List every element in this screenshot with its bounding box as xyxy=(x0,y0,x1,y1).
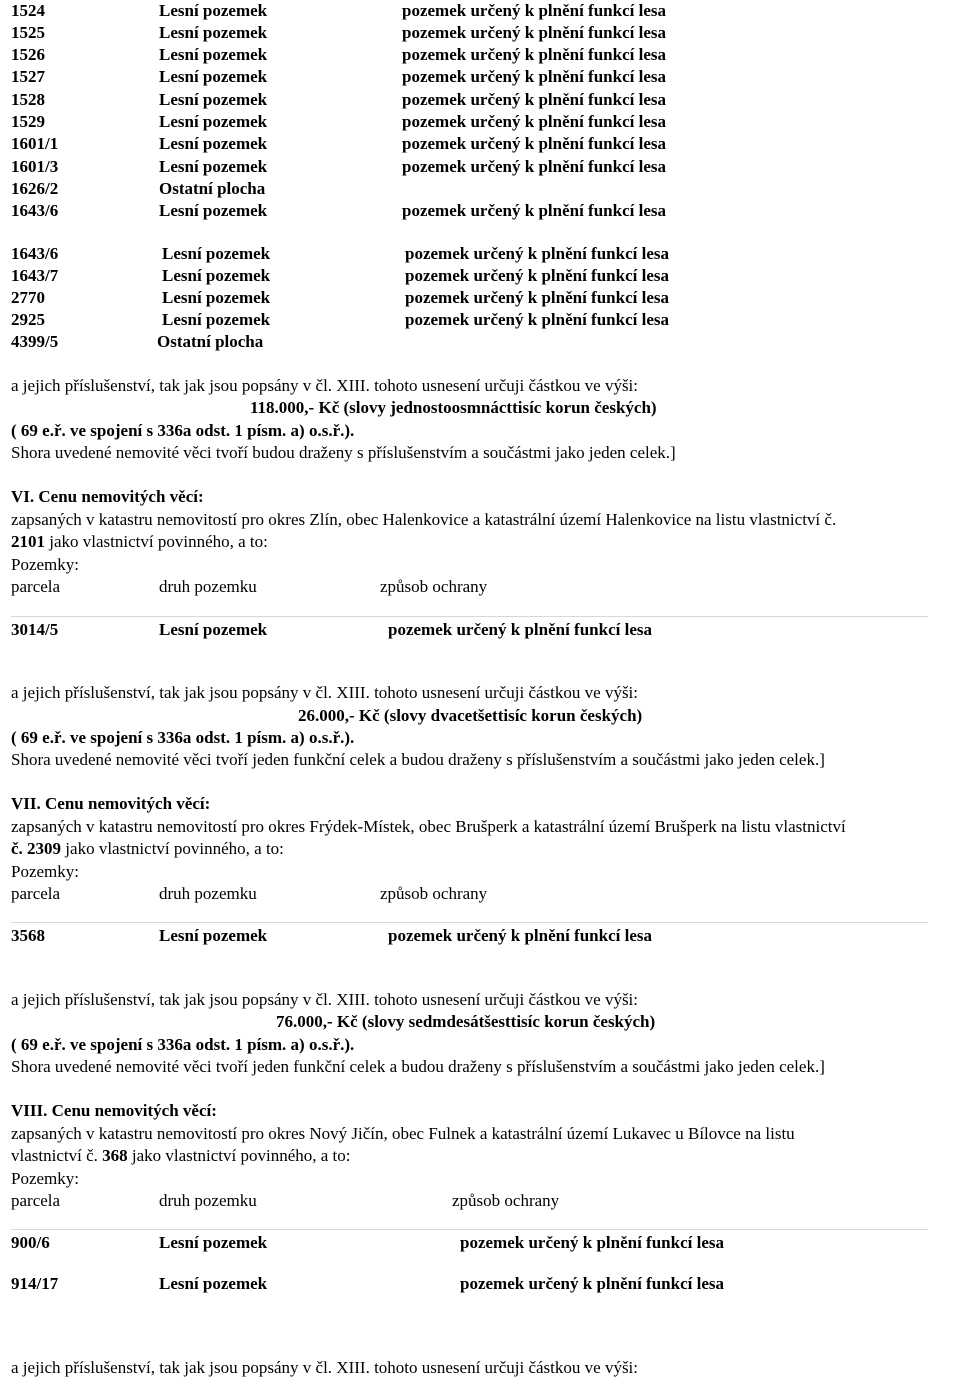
land-type: Lesní pozemek xyxy=(162,244,271,263)
parcel-number: 3568 xyxy=(11,926,45,945)
parcel-number: 1643/6 xyxy=(11,201,59,220)
table-row xyxy=(11,178,960,200)
parcel-number: 1626/2 xyxy=(11,179,59,198)
table-row xyxy=(11,89,960,111)
land-type: Lesní pozemek xyxy=(159,1,268,20)
section-heading-vi xyxy=(11,486,204,508)
price-amount: 118.000,- Kč (slovy jednostoosmnácttisíc korun českých) xyxy=(250,398,657,417)
parcel-number: 3014/5 xyxy=(11,620,59,639)
ownership-text: jako vlastnictví povinného, a to: xyxy=(65,839,284,858)
lot-note: Shora uvedené nemovité věci tvoří budou draženy s příslušenstvím a součástmi jako jeden celek.] xyxy=(11,443,676,462)
table-row xyxy=(11,1232,960,1254)
ownership-sheet-number: 2309 xyxy=(27,839,62,858)
protection-type: pozemek určený k plnění funkcí lesa xyxy=(402,67,666,86)
land-type: Lesní pozemek xyxy=(159,23,268,42)
table-row xyxy=(11,265,960,287)
legal-reference: ( 69 e.ř. ve spojení s 336a odst. 1 písm. a) o.s.ř.). xyxy=(11,421,355,440)
section-numeral: VI. xyxy=(11,487,35,506)
table-row xyxy=(11,22,960,44)
protection-type: pozemek určený k plnění funkcí lesa xyxy=(405,266,669,285)
lot-note: Shora uvedené nemovité věci tvoří jeden funkční celek a budou draženy s příslušenstvím a součástmi jako jeden celek.] xyxy=(11,1057,825,1076)
parcel-number: 2770 xyxy=(11,288,45,307)
section-numeral: VIII. xyxy=(11,1101,48,1120)
section-title: Cenu nemovitých věcí: xyxy=(45,794,211,813)
parcel-number: 4399/5 xyxy=(11,332,59,351)
pozemky-label: Pozemky: xyxy=(11,862,79,881)
protection-type: pozemek určený k plnění funkcí lesa xyxy=(402,90,666,109)
protection-type: pozemek určený k plnění funkcí lesa xyxy=(388,926,652,945)
table-row xyxy=(11,44,960,66)
table-header xyxy=(11,576,960,598)
parcel-number: 1525 xyxy=(11,23,45,42)
land-type: Lesní pozemek xyxy=(159,620,268,639)
land-type: Lesní pozemek xyxy=(159,1274,268,1293)
section-heading-viii xyxy=(11,1100,217,1122)
pozemky-label: Pozemky: xyxy=(11,1169,79,1188)
price-amount: 76.000,- Kč (slovy sedmdesátšesttisíc korun českých) xyxy=(276,1012,656,1031)
ownership-text: jako vlastnictví povinného, a to: xyxy=(49,532,268,551)
protection-type: pozemek určený k plnění funkcí lesa xyxy=(405,244,669,263)
protection-type: pozemek určený k plnění funkcí lesa xyxy=(402,201,666,220)
parcel-number: 1601/3 xyxy=(11,157,59,176)
land-type: Lesní pozemek xyxy=(159,134,268,153)
table-row xyxy=(11,243,960,265)
table-row xyxy=(11,156,960,178)
table-row xyxy=(11,111,960,133)
land-type: Lesní pozemek xyxy=(159,157,268,176)
col-header-ochrana: způsob ochrany xyxy=(380,577,488,596)
parcel-number: 2925 xyxy=(11,310,45,329)
table-divider xyxy=(11,616,928,617)
legal-reference: ( 69 e.ř. ve spojení s 336a odst. 1 písm. a) o.s.ř.). xyxy=(11,728,355,747)
protection-type: pozemek určený k plnění funkcí lesa xyxy=(402,134,666,153)
parcel-number: 1527 xyxy=(11,67,45,86)
parcel-number: 1524 xyxy=(11,1,45,20)
col-header-parcela: parcela xyxy=(11,577,61,596)
pozemky-label: Pozemky: xyxy=(11,555,79,574)
table-row xyxy=(11,200,960,222)
land-type: Ostatní plocha xyxy=(157,332,264,351)
land-type: Lesní pozemek xyxy=(162,310,271,329)
land-type: Lesní pozemek xyxy=(159,67,268,86)
cadastre-description: zapsaných v katastru nemovitostí pro okres Nový Jičín, obec Fulnek a katastrální území Lukavec u Bílovce na listu xyxy=(11,1124,795,1143)
price-amount: 26.000,- Kč (slovy dvacetšettisíc korun českých) xyxy=(298,706,643,725)
protection-type: pozemek určený k plnění funkcí lesa xyxy=(402,157,666,176)
protection-type: pozemek určený k plnění funkcí lesa xyxy=(405,310,669,329)
table-row xyxy=(11,1273,960,1295)
protection-type: pozemek určený k plnění funkcí lesa xyxy=(388,620,652,639)
land-type: Lesní pozemek xyxy=(159,45,268,64)
table-row xyxy=(11,133,960,155)
table-header xyxy=(11,1190,960,1212)
land-type: Ostatní plocha xyxy=(159,179,266,198)
table-row xyxy=(11,0,960,22)
table-row xyxy=(11,925,960,947)
ownership-sheet-number: 2101 xyxy=(11,532,45,551)
land-type: Lesní pozemek xyxy=(162,288,271,307)
col-header-ochrana: způsob ochrany xyxy=(452,1191,560,1210)
parcel-number: 1529 xyxy=(11,112,45,131)
land-type: Lesní pozemek xyxy=(159,112,268,131)
parcel-number: 1643/6 xyxy=(11,244,59,263)
ownership-sheet xyxy=(11,1145,350,1167)
ownership-prefix: vlastnictví č. xyxy=(11,1146,98,1165)
price-intro: a jejich příslušenství, tak jak jsou popsány v čl. XIII. tohoto usnesení určuji částkou ve výši: xyxy=(11,683,638,702)
col-header-parcela: parcela xyxy=(11,884,61,903)
land-type: Lesní pozemek xyxy=(159,926,268,945)
protection-type: pozemek určený k plnění funkcí lesa xyxy=(460,1274,724,1293)
section-heading-vii xyxy=(11,793,210,815)
parcel-number: 1528 xyxy=(11,90,45,109)
land-type: Lesní pozemek xyxy=(159,1233,268,1252)
land-type: Lesní pozemek xyxy=(159,201,268,220)
parcel-number: 914/17 xyxy=(11,1274,59,1293)
table-divider xyxy=(11,1229,928,1230)
ownership-sheet xyxy=(11,838,284,860)
price-intro: a jejich příslušenství, tak jak jsou popsány v čl. XIII. tohoto usnesení určuji částkou ve výši: xyxy=(11,376,638,395)
section-title: Cenu nemovitých věcí: xyxy=(51,1101,217,1120)
table-row xyxy=(11,287,960,309)
land-type: Lesní pozemek xyxy=(162,266,271,285)
legal-reference: ( 69 e.ř. ve spojení s 336a odst. 1 písm. a) o.s.ř.). xyxy=(11,1035,355,1054)
table-row xyxy=(11,309,960,331)
col-header-druh: druh pozemku xyxy=(159,577,257,596)
protection-type: pozemek určený k plnění funkcí lesa xyxy=(405,288,669,307)
col-header-ochrana: způsob ochrany xyxy=(380,884,488,903)
section-title: Cenu nemovitých věcí: xyxy=(38,487,204,506)
table-row xyxy=(11,66,960,88)
cadastre-description: zapsaných v katastru nemovitostí pro okres Zlín, obec Halenkovice a katastrální území Halenkovice na listu vlastnictví č. xyxy=(11,510,837,529)
protection-type: pozemek určený k plnění funkcí lesa xyxy=(402,1,666,20)
table-header xyxy=(11,883,960,905)
protection-type: pozemek určený k plnění funkcí lesa xyxy=(402,23,666,42)
parcel-number: 1601/1 xyxy=(11,134,59,153)
col-header-druh: druh pozemku xyxy=(159,884,257,903)
protection-type: pozemek určený k plnění funkcí lesa xyxy=(402,45,666,64)
table-row xyxy=(11,619,960,641)
protection-type: pozemek určený k plnění funkcí lesa xyxy=(402,112,666,131)
ownership-sheet-number: 368 xyxy=(102,1146,128,1165)
table-row xyxy=(11,331,960,353)
ownership-text: jako vlastnictví povinného, a to: xyxy=(131,1146,351,1165)
parcel-number: 900/6 xyxy=(11,1233,50,1252)
ownership-sheet xyxy=(11,531,268,553)
cadastre-description: zapsaných v katastru nemovitostí pro okres Frýdek-Místek, obec Brušperk a katastrální území Brušperk na listu vlastnictví xyxy=(11,817,846,836)
table-divider xyxy=(11,922,928,923)
col-header-druh: druh pozemku xyxy=(159,1191,257,1210)
col-header-parcela: parcela xyxy=(11,1191,61,1210)
section-numeral: VII. xyxy=(11,794,41,813)
price-intro: a jejich příslušenství, tak jak jsou popsány v čl. XIII. tohoto usnesení určuji částkou ve výši: xyxy=(11,1358,638,1377)
land-type: Lesní pozemek xyxy=(159,90,268,109)
parcel-number: 1526 xyxy=(11,45,45,64)
ownership-prefix: č. xyxy=(11,839,23,858)
lot-note: Shora uvedené nemovité věci tvoří jeden funkční celek a budou draženy s příslušenstvím a součástmi jako jeden celek.] xyxy=(11,750,825,769)
price-intro: a jejich příslušenství, tak jak jsou popsány v čl. XIII. tohoto usnesení určuji částkou ve výši: xyxy=(11,990,638,1009)
protection-type: pozemek určený k plnění funkcí lesa xyxy=(460,1233,724,1252)
parcel-number: 1643/7 xyxy=(11,266,59,285)
